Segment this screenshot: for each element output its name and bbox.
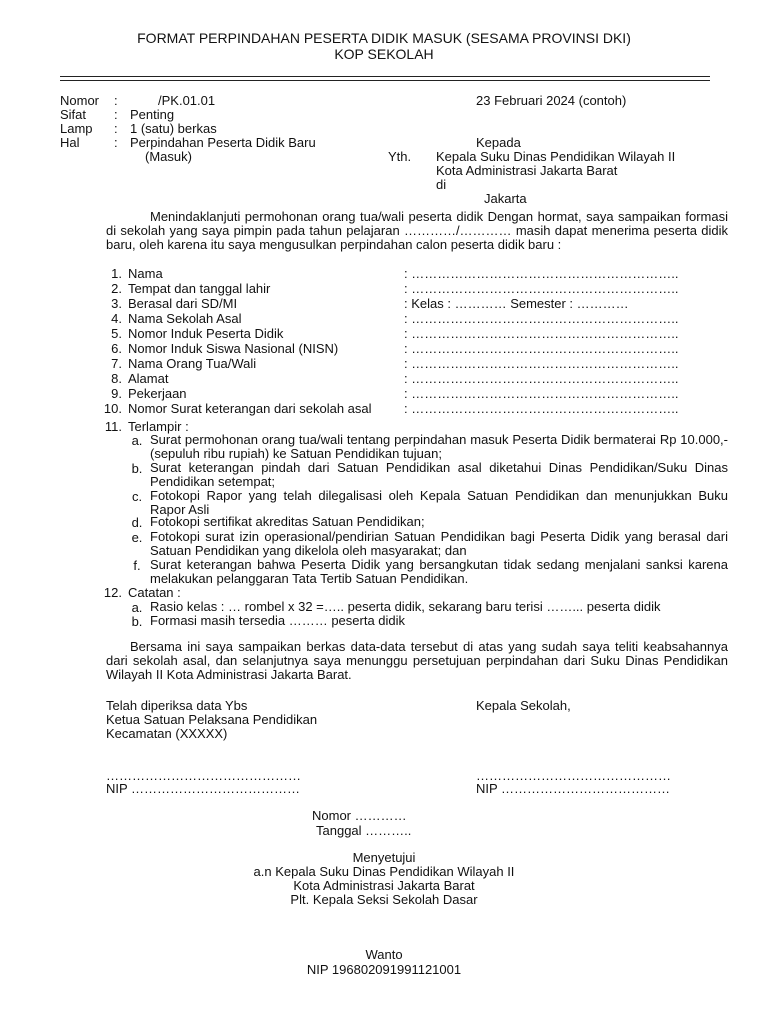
hal-value: Perpindahan Peserta Didik Baru	[130, 135, 316, 150]
catatan-title: Catatan :	[128, 585, 181, 600]
lampiran-item-text: Fotokopi Rapor yang telah dilegalisasi oleh Kepala Satuan Pendidikan dan menunjukkan Buku Rapor Asli	[150, 488, 728, 517]
field-value: : ……………………………………………………..	[404, 281, 679, 296]
field-label: Nomor Induk Siswa Nasional (NISN)	[128, 341, 339, 356]
colon: :	[114, 107, 118, 122]
sign-left-nip: NIP …………………………………	[106, 781, 301, 796]
field-value: : ……………………………………………………..	[404, 386, 679, 401]
header-divider-top	[60, 76, 710, 77]
lampiran-item-text: Surat keterangan bahwa Peserta Didik yang bersangkutan tidak sedang menjalani sanksi karena melakukan pelanggaran Tata Tertib Satuan Pendidikan.	[150, 557, 728, 586]
approval-line3: Plt. Kepala Seksi Sekolah Dasar	[290, 892, 478, 907]
sifat-value: Penting	[130, 107, 175, 122]
approval-name: Wanto	[365, 947, 403, 962]
field-number: 2.	[111, 281, 122, 296]
colon: :	[114, 93, 118, 108]
recipient-city: Jakarta	[484, 191, 527, 206]
field-label: Nomor Induk Peserta Didik	[128, 326, 284, 341]
approval-line1: a.n Kepala Suku Dinas Pendidikan Wilayah II	[253, 864, 515, 879]
recipient-line2: Kota Administrasi Jakarta Barat	[436, 163, 618, 178]
catatan-item-letter: a.	[131, 600, 143, 615]
closing-paragraph: Bersama ini saya sampaikan berkas data-data tersebut di atas yang sudah saya teliti keabsahannya dari sekolah asal, dan selanjutnya saya menunggu persetujuan perpindahan dari Suku Dinas Pendidikan Wilayah II Kota Administrasi Jakarta Barat.	[106, 639, 728, 682]
catatan-item-text: Rasio kelas : … rombel x 32 =….. peserta didik, sekarang baru terisi ……... peserta didik	[150, 599, 661, 614]
lampiran-item-letter: a.	[131, 433, 143, 448]
approval-nomor: Nomor …………	[312, 808, 407, 823]
lamp-value: 1 (satu) berkas	[130, 121, 217, 136]
sign-right-line1: Kepala Sekolah,	[476, 698, 571, 713]
sifat-label: Sifat	[60, 107, 87, 122]
lampiran-title: Terlampir :	[128, 419, 189, 434]
lampiran-item-letter: d.	[131, 515, 143, 530]
lampiran-item-text: Fotokopi surat izin operasional/pendirian Satuan Pendidikan bagi Peserta Didik yang berasal dari Satuan Pendidikan yang dikelola oleh masyarakat; dan	[150, 529, 728, 558]
lampiran-item-letter: b.	[131, 461, 143, 476]
nomor-label: Nomor	[60, 93, 100, 108]
colon: :	[114, 135, 118, 150]
field-label: Pekerjaan	[128, 386, 187, 401]
field-value: : ……………………………………………………..	[404, 341, 679, 356]
field-number: 3.	[111, 296, 122, 311]
approval-tanggal: Tanggal ………..	[316, 823, 412, 838]
lamp-label: Lamp	[60, 121, 93, 136]
field-value: : ……………………………………………………..	[404, 311, 679, 326]
sign-left-line1: Telah diperiksa data Ybs	[106, 698, 248, 713]
lampiran-item-text: Surat permohonan orang tua/wali tentang perpindahan masuk Peserta Didik bermaterai Rp 10.000,- (sepuluh ribu rupiah) ke Satuan Pendidikan tujuan;	[150, 432, 728, 461]
lampiran-number: 11.	[104, 419, 122, 434]
field-number: 9.	[111, 386, 122, 401]
approval-line2: Kota Administrasi Jakarta Barat	[293, 878, 475, 893]
recipient-line1: Kepala Suku Dinas Pendidikan Wilayah II	[436, 149, 676, 164]
field-number: 8.	[111, 371, 122, 386]
field-value: : ……………………………………………………..	[404, 266, 679, 281]
field-number: 1.	[111, 266, 122, 281]
field-number: 6.	[111, 341, 122, 356]
field-number: 7.	[111, 356, 122, 371]
sign-right-nip: NIP …………………………………	[476, 781, 671, 796]
approval-menyetujui: Menyetujui	[352, 850, 416, 865]
sign-right-dots: ………………………………………	[476, 768, 671, 783]
field-value: : Kelas : ………… Semester : …………	[404, 296, 629, 311]
hal-value-cont: (Masuk)	[145, 149, 192, 164]
field-label: Nomor Surat keterangan dari sekolah asal	[128, 401, 372, 416]
document-title: FORMAT PERPINDAHAN PESERTA DIDIK MASUK (SESAMA PROVINSI DKI)	[137, 30, 631, 46]
approval-nip: NIP 196802091991121001	[306, 962, 462, 977]
field-label: Nama	[128, 266, 163, 281]
field-label: Nama Sekolah Asal	[128, 311, 242, 326]
field-value: : ……………………………………………………..	[404, 401, 679, 416]
lampiran-item-letter: e.	[131, 530, 143, 545]
hal-label: Hal	[60, 135, 80, 150]
letter-date: 23 Februari 2024 (contoh)	[476, 93, 627, 108]
colon: :	[114, 121, 118, 136]
yth: Yth.	[388, 149, 412, 164]
header-divider-bottom	[60, 80, 710, 81]
sign-left-line3: Kecamatan (XXXXX)	[106, 726, 228, 741]
catatan-number: 12.	[103, 585, 122, 600]
field-value: : ……………………………………………………..	[404, 356, 679, 371]
catatan-item-letter: b.	[131, 614, 143, 629]
lampiran-item-text: Fotokopi sertifikat akreditas Satuan Pendidikan;	[150, 514, 425, 529]
field-label: Nama Orang Tua/Wali	[128, 356, 257, 371]
field-label: Tempat dan tanggal lahir	[128, 281, 271, 296]
field-value: : ……………………………………………………..	[404, 326, 679, 341]
catatan-item-text: Formasi masih tersedia ……… peserta didik	[150, 613, 406, 628]
field-label: Berasal dari SD/MI	[128, 296, 238, 311]
field-label: Alamat	[128, 371, 169, 386]
lampiran-item-letter: c.	[131, 489, 143, 504]
intro-paragraph: Menindaklanjuti permohonan orang tua/wali peserta didik Dengan hormat, saya sampaikan formasi di sekolah yang saya pimpin pada tahun pelajaran …………/………… masih dapat menerima peserta didik baru, oleh karena itu saya mengusulkan perpindahan calon peserta didik baru :	[106, 209, 728, 252]
field-number: 5.	[111, 326, 122, 341]
field-number: 10.	[103, 401, 122, 416]
lampiran-item-text: Surat keterangan pindah dari Satuan Pendidikan asal diketahui Dinas Pendidikan/Suku Dinas Pendidikan setempat;	[150, 460, 728, 489]
document-subtitle: KOP SEKOLAH	[334, 46, 434, 62]
lampiran-item-letter: f.	[133, 558, 141, 573]
sign-left-dots: ………………………………………	[106, 768, 301, 783]
field-value: : ……………………………………………………..	[404, 371, 679, 386]
field-number: 4.	[111, 311, 122, 326]
recipient-di: di	[436, 177, 447, 192]
nomor-value: /PK.01.01	[158, 93, 216, 108]
sign-left-line2: Ketua Satuan Pelaksana Pendidikan	[106, 712, 318, 727]
kepada: Kepada	[476, 135, 521, 150]
